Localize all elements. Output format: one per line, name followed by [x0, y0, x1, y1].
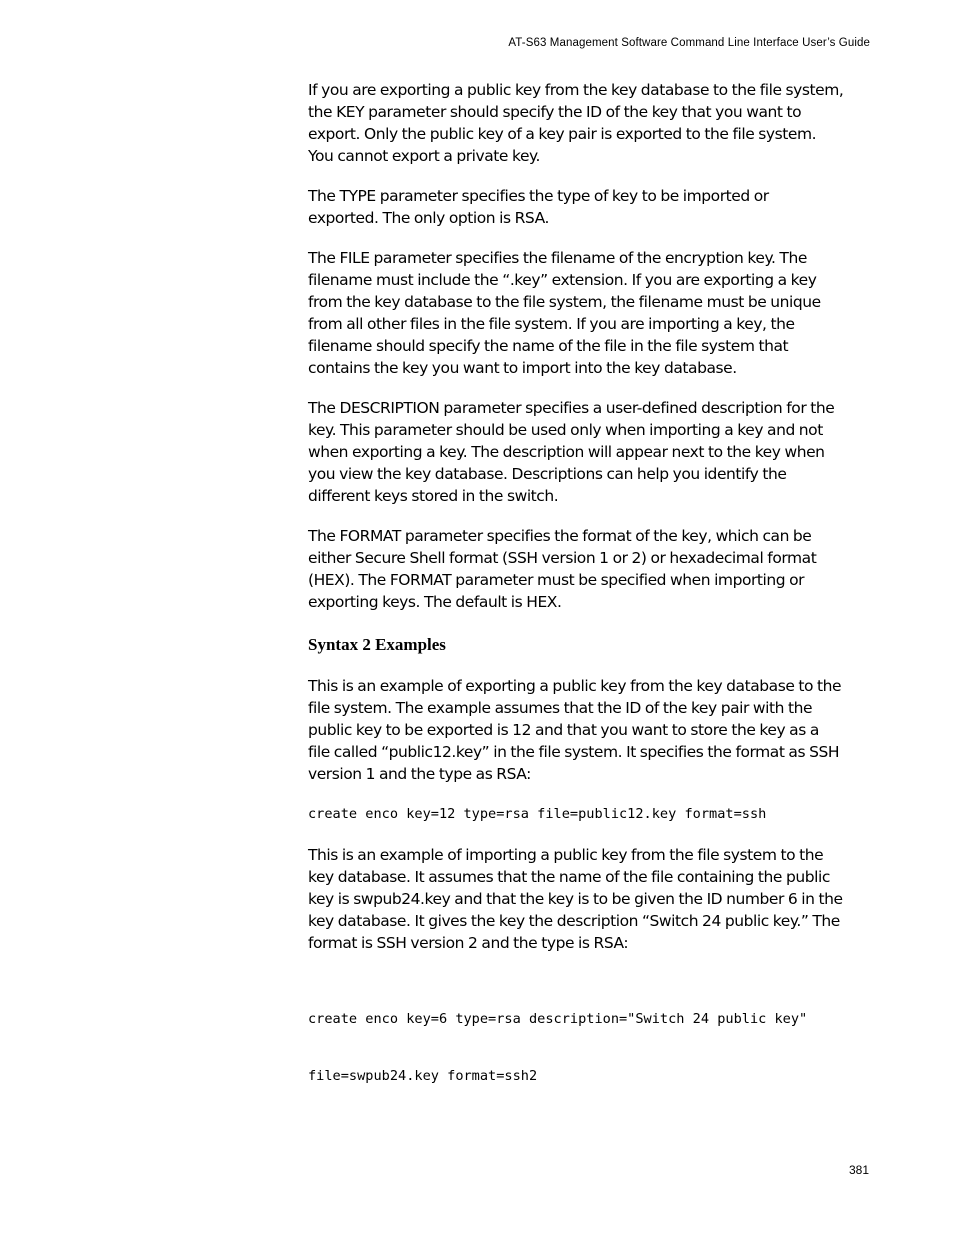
- paragraph-type-parameter: The TYPE parameter specifies the type of key to be imported or exported. The only option is RSA.: [308, 187, 769, 227]
- code-example-export: create enco key=12 type=rsa file=public12.key format=ssh: [308, 806, 767, 822]
- example-import-description: This is an example of importing a public key from the file system to the key database. It assumes that the name of the file containing the public key is swpub24.key and that the key is to be given the ID number 6 in the key database. It gives the key the description “Switch 24 public key.” The format is SSH version 2 and the type is RSA:: [308, 846, 843, 952]
- paragraph-file-parameter: The FILE parameter specifies the filename of the encryption key. The filename must include the “.key” extension. If you are exporting a key from the key database to the file system, the filename must be unique from all other files in the file system. If you are importing a key, the filename should specify the name of the file in the file system that contains the key you want to import into the key database.: [308, 249, 821, 377]
- example-export-description: This is an example of exporting a public key from the key database to the file system. The example assumes that the ID of the key pair with the public key to be exported is 12 and that you want to store the key as a file called “public12.key” in the file system. It specifies the format as SSH version 1 and the type as RSA:: [308, 677, 842, 783]
- paragraph-description-parameter: The DESCRIPTION parameter specifies a user-defined description for the key. This parameter should be used only when importing a key and not when exporting a key. The description will appear next to the key when you view the key database. Descriptions can help you identify the different keys stored in the switch.: [308, 399, 835, 505]
- code-example-import: [308, 972, 874, 1124]
- code-line: create enco key=6 type=rsa description="Switch 24 public key": [308, 1011, 808, 1027]
- page-number: 381: [848, 1163, 869, 1177]
- section-heading: Syntax 2 Examples: [308, 635, 446, 654]
- paragraph-key-parameter: If you are exporting a public key from the key database to the file system, the KEY parameter should specify the ID of the key that you want to export. Only the public key of a key pair is exported to the file system. You cannot export a private key.: [308, 81, 844, 165]
- page-body: [308, 79, 874, 1124]
- paragraph-format-parameter: The FORMAT parameter specifies the format of the key, which can be either Secure Shell format (SSH version 1 or 2) or hexadecimal format (HEX). The FORMAT parameter must be specified when importing or exporting keys. The default is HEX.: [308, 527, 817, 611]
- code-line: file=swpub24.key format=ssh2: [308, 1068, 538, 1084]
- running-header: AT-S63 Management Software Command Line Interface User’s Guide: [508, 37, 870, 49]
